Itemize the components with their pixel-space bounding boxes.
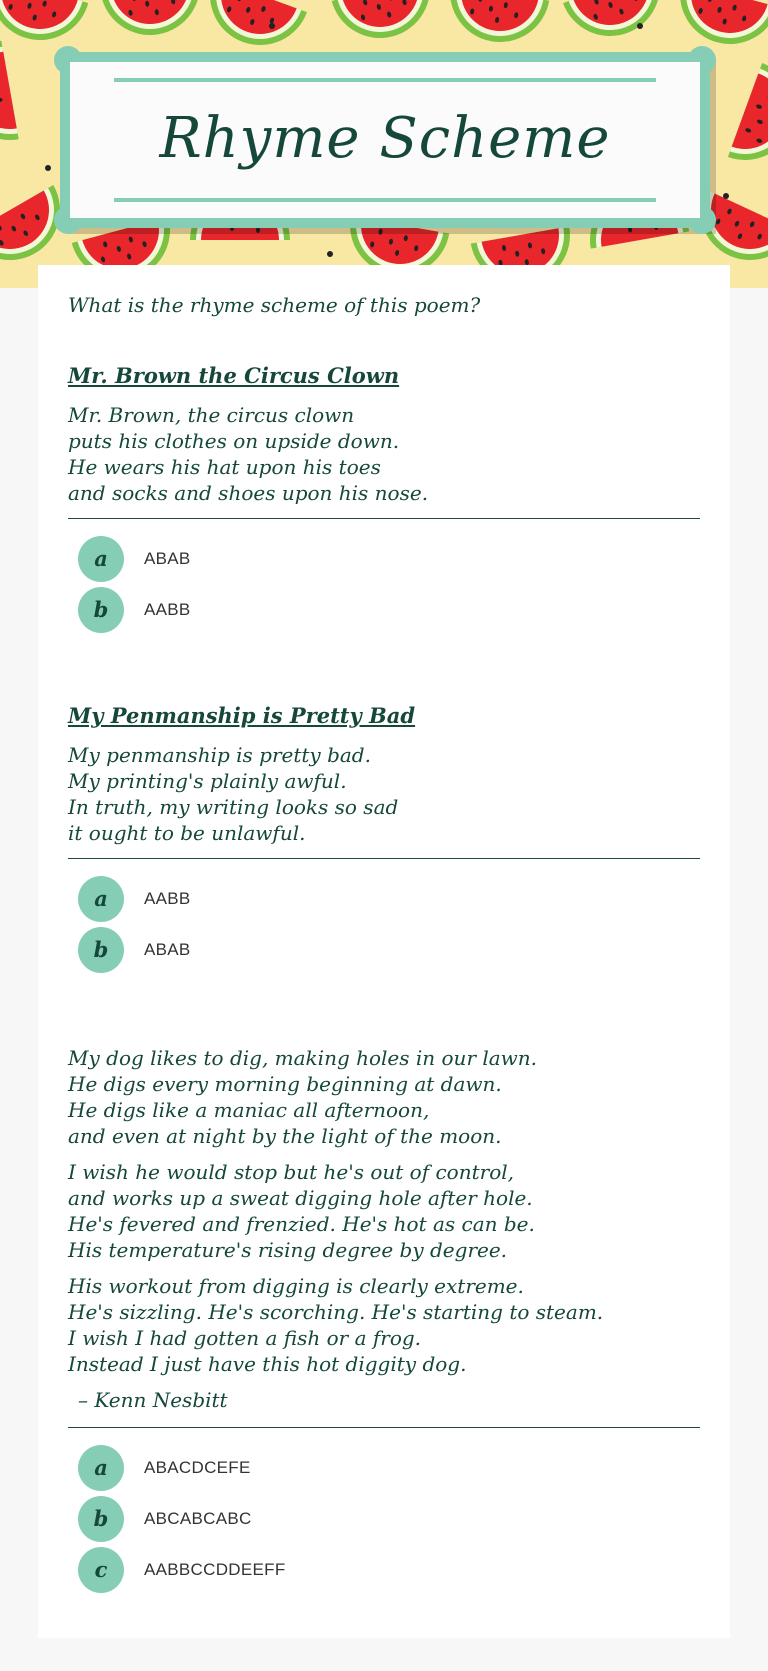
poem-author: – Kenn Nesbitt [78, 1388, 228, 1412]
page-title: Rhyme Scheme [159, 106, 611, 171]
option-badge: a [78, 536, 124, 582]
divider [68, 518, 700, 519]
poem-line: I wish he would stop but he's out of control, [68, 1160, 514, 1184]
poem-line: My dog likes to dig, making holes in our lawn. [68, 1046, 538, 1070]
poem-line: He's fevered and frenzied. He's hot as can be. [68, 1212, 535, 1236]
answer-option[interactable] [68, 584, 700, 635]
poem-line: He wears his hat upon his toes [68, 455, 381, 479]
stanza [68, 1045, 700, 1149]
answer-options [68, 533, 700, 635]
option-badge: c [78, 1547, 124, 1593]
worksheet-card [38, 265, 730, 1638]
poem-line: Mr. Brown, the circus clown [68, 403, 355, 427]
poem-line: My penmanship is pretty bad. [68, 743, 371, 767]
option-text: AABB [144, 599, 191, 619]
poem-line: Instead I just have this hot diggity dog. [68, 1352, 467, 1376]
answer-option[interactable] [68, 1493, 700, 1544]
poem-line: and works up a sweat digging hole after hole. [68, 1186, 533, 1210]
option-text: AABB [144, 888, 191, 908]
poem-line: His workout from digging is clearly extreme. [68, 1274, 524, 1298]
option-text: ABACDCEFE [144, 1457, 251, 1477]
option-badge: b [78, 1496, 124, 1542]
poem-title: Mr. Brown the Circus Clown [68, 363, 400, 388]
option-text: AABBCCDDEEFF [144, 1559, 286, 1579]
stanza [68, 1159, 700, 1263]
answer-options [68, 1442, 700, 1595]
option-text: ABCABCABC [144, 1508, 252, 1528]
divider [68, 858, 700, 859]
answer-option[interactable] [68, 533, 700, 584]
question-prompt: What is the rhyme scheme of this poem? [68, 293, 481, 317]
poem-text [68, 402, 700, 506]
question-3 [68, 1045, 700, 1595]
poem-line: He digs like a maniac all afternoon, [68, 1098, 430, 1122]
poem-line: In truth, my writing looks so sad [68, 795, 399, 819]
title-frame [60, 52, 710, 228]
poem-line: My printing's plainly awful. [68, 769, 347, 793]
header-banner [0, 0, 768, 288]
option-badge: b [78, 587, 124, 633]
answer-option[interactable] [68, 1544, 700, 1595]
answer-options [68, 873, 700, 975]
poem-title: My Penmanship is Pretty Bad [68, 703, 416, 728]
poem-line: His temperature's rising degree by degree. [68, 1238, 508, 1262]
stanza [68, 1273, 700, 1377]
option-badge: b [78, 927, 124, 973]
poem-line: He's sizzling. He's scorching. He's starting to steam. [68, 1300, 604, 1324]
poem-line: He digs every morning beginning at dawn. [68, 1072, 502, 1096]
option-text: ABAB [144, 939, 191, 959]
poem-text [68, 1045, 700, 1413]
poem-text [68, 742, 700, 846]
answer-option[interactable] [68, 1442, 700, 1493]
question-2 [68, 703, 700, 975]
option-badge: a [78, 1445, 124, 1491]
divider [68, 1427, 700, 1428]
option-badge: a [78, 876, 124, 922]
poem-line: and even at night by the light of the moon. [68, 1124, 502, 1148]
option-text: ABAB [144, 548, 191, 568]
answer-option[interactable] [68, 873, 700, 924]
poem-line: puts his clothes on upside down. [68, 429, 400, 453]
question-1 [68, 363, 700, 635]
poem-line: I wish I had gotten a fish or a frog. [68, 1326, 422, 1350]
poem-line: it ought to be unlawful. [68, 821, 306, 845]
answer-option[interactable] [68, 924, 700, 975]
poem-line: and socks and shoes upon his nose. [68, 481, 429, 505]
